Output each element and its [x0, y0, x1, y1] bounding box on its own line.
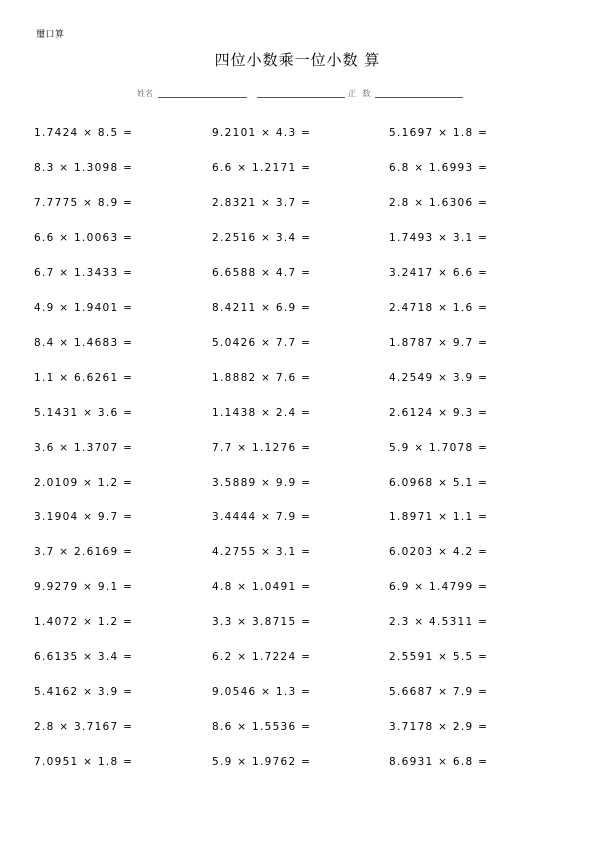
- math-problem: 1.8882 × 7.6 =: [212, 372, 312, 384]
- math-problem: 4.2755 × 3.1 =: [212, 546, 312, 558]
- math-problem: 1.4072 × 1.2 =: [34, 616, 134, 628]
- math-problem: 2.3 × 4.5311 =: [389, 616, 489, 628]
- math-problem: 2.8 × 1.6306 =: [389, 197, 489, 209]
- page-title: 四位小数乘一位小数 算: [214, 51, 381, 69]
- math-problem: 2.0109 × 1.2 =: [34, 477, 134, 489]
- math-problem: 5.1431 × 3.6 =: [34, 407, 134, 419]
- math-problem: 3.4444 × 7.9 =: [212, 511, 312, 523]
- math-problem: 8.3 × 1.3098 =: [34, 162, 134, 174]
- math-problem: 6.8 × 1.6993 =: [389, 162, 489, 174]
- math-problem: 2.5591 × 5.5 =: [389, 651, 489, 663]
- math-problem: 8.4 × 1.4683 =: [34, 337, 134, 349]
- math-problem: 9.2101 × 4.3 =: [212, 127, 312, 139]
- math-problem: 2.8 × 3.7167 =: [34, 721, 134, 733]
- correct-count-label: 正 数: [348, 89, 373, 98]
- math-problem: 4.9 × 1.9401 =: [34, 302, 134, 314]
- math-problem: 8.4211 × 6.9 =: [212, 302, 312, 314]
- math-problem: 7.7775 × 8.9 =: [34, 197, 134, 209]
- math-problem: 1.7493 × 3.1 =: [389, 232, 489, 244]
- math-problem: 5.4162 × 3.9 =: [34, 686, 134, 698]
- math-problem: 6.6 × 1.0063 =: [34, 232, 134, 244]
- math-problem: 6.6588 × 4.7 =: [212, 267, 312, 279]
- math-problem: 8.6 × 1.5536 =: [212, 721, 312, 733]
- math-problem: 3.7178 × 2.9 =: [389, 721, 489, 733]
- math-problem: 1.1 × 6.6261 =: [34, 372, 134, 384]
- math-problem: 6.6 × 1.2171 =: [212, 162, 312, 174]
- math-problem: 6.7 × 1.3433 =: [34, 267, 134, 279]
- math-problem: 8.6931 × 6.8 =: [389, 756, 489, 768]
- math-problem: 9.0546 × 1.3 =: [212, 686, 312, 698]
- math-problem: 2.8321 × 3.7 =: [212, 197, 312, 209]
- math-problem: 3.2417 × 6.6 =: [389, 267, 489, 279]
- math-problem: 2.4718 × 1.6 =: [389, 302, 489, 314]
- math-problem: 4.2549 × 3.9 =: [389, 372, 489, 384]
- math-problem: 6.0968 × 5.1 =: [389, 477, 489, 489]
- math-problem: 5.9 × 1.7078 =: [389, 442, 489, 454]
- math-problem: 7.7 × 1.1276 =: [212, 442, 312, 454]
- math-problem: 3.6 × 1.3707 =: [34, 442, 134, 454]
- math-problem: 5.9 × 1.9762 =: [212, 756, 312, 768]
- math-problem: 3.1904 × 9.7 =: [34, 511, 134, 523]
- math-problem: 2.6124 × 9.3 =: [389, 407, 489, 419]
- name-field-label: 姓名: [137, 89, 153, 98]
- math-problem: 4.8 × 1.0491 =: [212, 581, 312, 593]
- correct-count-line[interactable]: [375, 97, 463, 98]
- math-problem: 3.3 × 3.8715 =: [212, 616, 312, 628]
- math-problem: 3.5889 × 9.9 =: [212, 477, 312, 489]
- math-problem: 6.2 × 1.7224 =: [212, 651, 312, 663]
- math-problem: 7.0951 × 1.8 =: [34, 756, 134, 768]
- math-problem: 6.0203 × 4.2 =: [389, 546, 489, 558]
- math-problem: 9.9279 × 9.1 =: [34, 581, 134, 593]
- math-problem: 2.2516 × 3.4 =: [212, 232, 312, 244]
- math-problem: 1.8787 × 9.7 =: [389, 337, 489, 349]
- math-problem: 1.7424 × 8.5 =: [34, 127, 134, 139]
- math-problem: 5.1697 × 1.8 =: [389, 127, 489, 139]
- math-problem: 1.1438 × 2.4 =: [212, 407, 312, 419]
- math-problem: 3.7 × 2.6169 =: [34, 546, 134, 558]
- math-problem: 6.6135 × 3.4 =: [34, 651, 134, 663]
- math-problem: 1.8971 × 1.1 =: [389, 511, 489, 523]
- student-info-fields: [0, 88, 595, 102]
- math-problem: 6.9 × 1.4799 =: [389, 581, 489, 593]
- math-problem: 5.6687 × 7.9 =: [389, 686, 489, 698]
- math-problem: 5.0426 × 7.7 =: [212, 337, 312, 349]
- brand-label: 璽口算: [36, 30, 65, 40]
- name-field-line[interactable]: [158, 97, 247, 98]
- blank-field-line[interactable]: [257, 97, 345, 98]
